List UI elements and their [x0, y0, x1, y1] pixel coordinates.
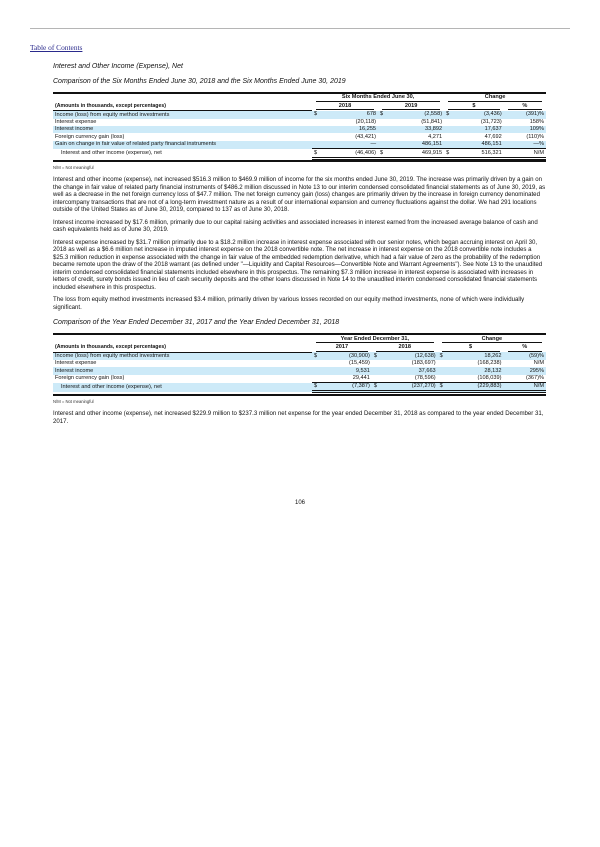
- col-header-change-dollar: $: [442, 344, 500, 352]
- col-header-2018: 2018: [316, 103, 374, 111]
- row-label: Interest and other income (expense), net: [53, 383, 312, 392]
- currency-symbol: $: [372, 383, 384, 392]
- amounts-label: (Amounts in thousands, except percentages): [53, 344, 312, 352]
- row-label: Interest expense: [55, 360, 97, 367]
- value-2019: 4,271: [428, 133, 443, 140]
- col-header-2017: 2017: [316, 344, 368, 352]
- value-2018: 16,255: [324, 126, 378, 133]
- value-change-pct: (110)%: [526, 133, 544, 140]
- currency-symbol: $: [444, 111, 456, 119]
- value-change-dollar: 17,637: [456, 126, 504, 133]
- row-label: Interest expense: [55, 118, 97, 125]
- value-2017: 9,531: [324, 367, 372, 374]
- row-label: Interest income: [53, 367, 312, 374]
- col-header-2018: 2018: [376, 344, 434, 352]
- value-2017: 29,441: [324, 375, 372, 383]
- paragraph: Interest income increased by $17.6 million, primarily due to our capital raising activities and associated increases in interest earned from the increased average balance of cash and cash equivalents held as of June 30, 2019.: [53, 218, 538, 234]
- value-2018: (43,421): [355, 133, 377, 140]
- currency-symbol: $: [444, 149, 456, 158]
- value-change-pct: (391)%: [504, 111, 546, 119]
- page-number: 106: [294, 500, 305, 506]
- nm-footnote: N/M = Not meaningful: [53, 399, 94, 405]
- table-row: [53, 352, 546, 360]
- value-2017: (7,387): [324, 383, 372, 392]
- section-title: Interest and Other Income (Expense), Net: [53, 63, 183, 70]
- value-change-dollar: (31,723): [480, 118, 502, 125]
- six-month-group-header: Six Months Ended June 30,: [316, 94, 440, 102]
- value-2018: (78,596): [384, 375, 438, 383]
- value-2018: —: [324, 141, 378, 149]
- row-label: Foreign currency gain (loss): [55, 133, 125, 140]
- value-2018: 37,663: [384, 367, 438, 374]
- row-label: Foreign currency gain (loss): [55, 375, 125, 382]
- value-change-pct: 158%: [529, 118, 544, 125]
- table-of-contents-link[interactable]: Table of Contents: [30, 43, 83, 52]
- value-change-dollar: 47,692: [484, 133, 502, 140]
- table-total-row: [53, 149, 546, 158]
- row-label: Income (loss) from equity method investments: [53, 352, 312, 360]
- value-change-pct: —%: [504, 141, 546, 149]
- row-label: Income (loss) from equity method investments: [53, 111, 312, 119]
- value-2018: (46,406): [324, 149, 378, 158]
- value-change-pct: N/M: [504, 383, 547, 392]
- nm-footnote: N/M = Not meaningful: [53, 165, 94, 171]
- value-2018: 678: [324, 111, 378, 119]
- currency-symbol: $: [312, 383, 324, 392]
- change-group-header: Change: [448, 94, 542, 102]
- currency-symbol: $: [312, 149, 324, 158]
- currency-symbol: $: [372, 352, 384, 360]
- annual-comparison-heading: Comparison of the Year Ended December 31, 2017 and the Year Ended December 31, 2018: [53, 319, 340, 327]
- value-change-dollar: 516,321: [456, 149, 504, 158]
- paragraph: Interest and other income (expense), net increased $516.3 million to $469.9 million of income for the six months ended June 30, 2019. The increase was primarily driven by a gain on the change in fair value of related party financial instruments of $486.2 million discussed in Note 13 to our interim condensed consolidated financial statements as of June 30, 2019, as well as a decrease in the net foreign currency loss of $47.7 million. The net foreign currency gain (loss) changes are primarily driven by the increase in foreign currency denominated intercompany transactions that are not of a long-term investment nature as a result of our international expansion and currency fluctuations against the dollar. We had 291 locations outside of the United States as of June 30, 2019, compared to 137 as of June 30, 2018.: [53, 176, 546, 214]
- value-change-pct: 295%: [504, 367, 547, 374]
- value-change-dollar: 18,262: [450, 352, 504, 360]
- currency-symbol: $: [438, 352, 450, 360]
- table-row: [53, 111, 546, 119]
- value-change-dollar: 486,151: [456, 141, 504, 149]
- currency-symbol: $: [378, 149, 390, 158]
- col-header-2019: 2019: [382, 103, 440, 111]
- annual-table: [53, 333, 546, 396]
- value-2019: 486,151: [390, 141, 444, 149]
- value-2019: 469,915: [390, 149, 444, 158]
- table-row: [53, 133, 546, 140]
- value-2017: (30,900): [324, 352, 372, 360]
- currency-symbol: $: [312, 352, 324, 360]
- six-month-comparison-heading: Comparison of the Six Months Ended June 30, 2018 and the Six Months Ended June 30, 2019: [53, 78, 346, 85]
- table-row: [53, 141, 546, 149]
- currency-symbol: $: [438, 383, 450, 392]
- table-row: [53, 375, 546, 383]
- value-change-dollar: (108,039): [450, 375, 504, 383]
- year-group-header: Year Ended December 31,: [316, 336, 434, 344]
- value-change-pct: N/M: [533, 360, 544, 367]
- currency-symbol: $: [378, 111, 390, 119]
- value-change-pct: N/M: [504, 149, 546, 158]
- table-row: [53, 360, 546, 367]
- value-2019: 33,892: [390, 126, 444, 133]
- value-change-pct: 109%: [504, 126, 546, 133]
- value-2018: (20,118): [355, 118, 377, 125]
- value-change-dollar: (3,436): [456, 111, 504, 119]
- top-rule: [30, 28, 570, 29]
- value-change-dollar: (229,883): [450, 383, 504, 392]
- paragraph: Interest expense increased by $31.7 million primarily due to a $18.2 million increase in interest expense associated with our senior notes, which began accruing interest on April 30, 2018 as well as a $6.6 million net increase in imputed interest expense on the 2018 convertible note. The net increase in interest expense on the 2018 convertible note includes a $25.3 million reduction in expense associated with the change in fair value of the embedded redemption derivative, which had a fair value of zero as the probability of the redemption became remote upon the draw of the 2018 warrant (as defined under "—Liquidity and Capital Resources—Convertible Note and Warrant Agreements"). See Note 13 to the unaudited interim condensed consolidated financial statements included elsewhere in this prospectus. The remaining $7.3 million increase in interest expense is associated with increases in letters of credit, surety bonds issued in lieu of cash security deposits and the other loans discussed in Note 14 to the unaudited interim condensed consolidated financial statements included elsewhere in this prospectus.: [53, 238, 543, 291]
- currency-symbol: $: [312, 111, 324, 119]
- table-total-row: [53, 383, 546, 392]
- row-label: Interest and other income (expense), net: [61, 150, 162, 157]
- col-header-change-pct: %: [508, 103, 542, 111]
- change-group-header: Change: [442, 336, 542, 344]
- table-row: [53, 119, 546, 126]
- document-content: [53, 62, 546, 430]
- row-label: Interest income: [53, 126, 312, 133]
- row-label: Gain on change in fair value of related party financial instruments: [53, 141, 312, 149]
- value-change-pct: (367)%: [504, 375, 547, 383]
- value-2018: (12,638): [384, 352, 438, 360]
- six-month-table: [53, 92, 546, 162]
- value-change-dollar: 28,132: [450, 367, 504, 374]
- paragraph: The loss from equity method investments increased $3.4 million, primarily driven by various losses recorded on our equity method investments, none of which were individually significant.: [53, 296, 525, 311]
- value-2018: (183,697): [411, 360, 436, 367]
- paragraph: Interest and other income (expense), net increased $229.9 million to $237.3 million net expense for the year ended December 31, 2018 as compared to the year ended December 31, 2017.: [53, 410, 544, 425]
- value-2018: (237,270): [384, 383, 438, 392]
- value-change-pct: (59)%: [504, 352, 547, 360]
- value-2019: (51,841): [421, 118, 443, 125]
- value-change-dollar: (168,238): [477, 360, 502, 367]
- col-header-change-dollar: $: [448, 103, 500, 111]
- value-2019: (2,558): [390, 111, 444, 119]
- col-header-change-pct: %: [508, 344, 543, 352]
- table-row: [53, 367, 546, 374]
- value-2017: (15,459): [349, 360, 370, 367]
- amounts-label: (Amounts in thousands, except percentages): [53, 102, 312, 110]
- table-row: [53, 126, 546, 133]
